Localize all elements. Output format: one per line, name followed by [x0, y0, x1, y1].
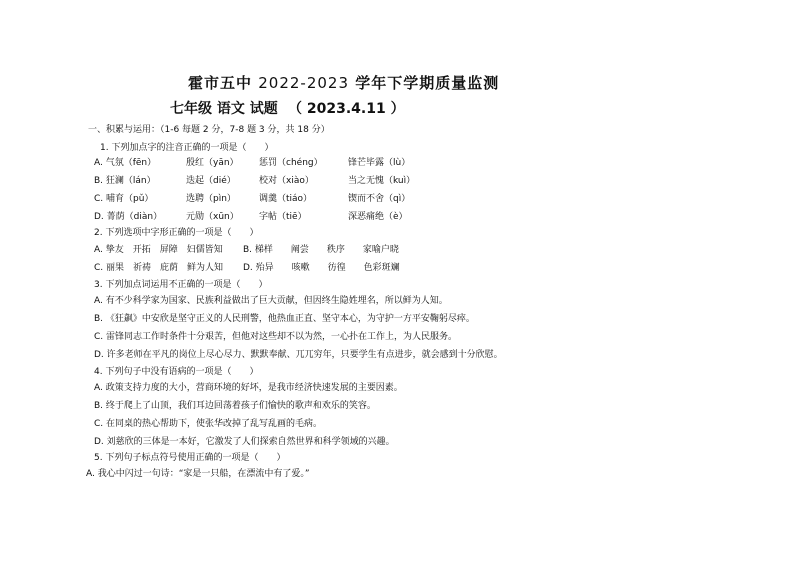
question-2-option-cell: B. 梯样 阐尝 秩序 家喻户晓: [243, 245, 399, 255]
question-1-option-cell: A. 气氛（fēn）: [94, 158, 157, 168]
school-year: 2022-2023: [258, 74, 350, 92]
question-1-option-cell: 殷红（yān）: [186, 158, 239, 168]
school-name: 霍市五中: [188, 74, 253, 92]
question-1-option-cell: 元勋（xūn）: [186, 212, 239, 222]
question-4-option: B. 终于爬上了山顶，我们耳边回荡着孩子们愉快的歌声和欢乐的笑容。: [94, 401, 376, 411]
question-1-option-cell: D. 菁荫（diàn）: [94, 212, 163, 222]
question-1-option-cell: B. 狂澜（lán）: [94, 176, 156, 186]
exam-title: [188, 72, 499, 93]
term-name: 学年下学期质量监测: [355, 74, 500, 92]
question-4-option: C. 在同桌的热心帮助下，使张华改掉了乱写乱画的毛病。: [94, 419, 323, 429]
question-4-option: D. 刘慈欣的三体是一本好，它激发了人们探索自然世界和科学领域的兴趣。: [94, 437, 395, 447]
question-1-option-cell: 字帖（tiē）: [259, 212, 307, 222]
question-4-stem: 4. 下列句子中没有语病的一项是（ ）: [94, 367, 259, 377]
question-3-option: C. 雷锋同志工作时条件十分艰苦，但他对这些却不以为然，一心扑在工作上，为人民服务。: [94, 332, 458, 342]
question-5-stem: 5. 下列句子标点符号使用正确的一项是（ ）: [94, 453, 286, 463]
question-3-stem: 3. 下列加点词运用不正确的一项是（ ）: [94, 280, 268, 290]
question-2-stem: 2. 下列选项中字形正确的一项是（ ）: [94, 228, 259, 238]
exam-subtitle: 七年级 语文 试题: [170, 101, 278, 117]
question-1-option-cell: 深恶痛绝（è）: [348, 212, 408, 222]
question-1-option-cell: 当之无愧（kuì）: [348, 176, 416, 186]
question-1-option-cell: 校对（xiào）: [259, 176, 314, 186]
question-2-option-cell: C. 丽果 祈祷 庇荫 鲜为人知: [94, 263, 224, 273]
question-4-option: A. 政策支持力度的大小，营商环境的好坏，是我市经济快速发展的主要因素。: [94, 383, 403, 393]
question-2-option-cell: A. 挚友 开拓 屏障 妇儒皆知: [94, 245, 223, 255]
question-1-option-cell: C. 哺育（pǔ）: [94, 194, 154, 204]
question-1-option-cell: 调羹（tiáo）: [259, 194, 313, 204]
question-3-option: B. 《狂飙》中安欣是坚守正义的人民刑警，他热血正直、坚守本心，为守护一方平安鞠躬尽瘁。: [94, 314, 475, 324]
question-1-option-cell: 惩罚（chéng）: [259, 158, 323, 168]
question-1-option-cell: 选聘（pìn）: [186, 194, 236, 204]
exam-date: （ 2023.4.11 ）: [288, 101, 405, 117]
question-1-option-cell: 锋芒毕露（lù）: [348, 158, 411, 168]
question-1-option-cell: 锲而不舍（qì）: [348, 194, 411, 204]
question-3-option: D. 许多老师在平凡的岗位上尽心尽力、默默奉献、兀兀穷年，只要学生有点进步，就会感到十分欣慰。: [94, 350, 503, 360]
question-3-option: A. 有不少科学家为国家、民族利益做出了巨大贡献，但因终生隐姓埋名，所以鲜为人知。: [94, 296, 448, 306]
question-2-option-cell: D. 殆异 咳嗽 彷徨 色彩斑斓: [243, 263, 400, 273]
question-5-option: A. 我心中闪过一句诗：“家是一只船，在漂流中有了爱。”: [86, 469, 310, 479]
section-heading: 一、积累与运用：（1-6 每题 2 分，7-8 题 3 分，共 18 分）: [88, 125, 330, 135]
question-1-stem: 1. 下列加点字的注音正确的一项是（ ）: [100, 143, 274, 153]
question-1-option-cell: 迭起（dié）: [186, 176, 236, 186]
